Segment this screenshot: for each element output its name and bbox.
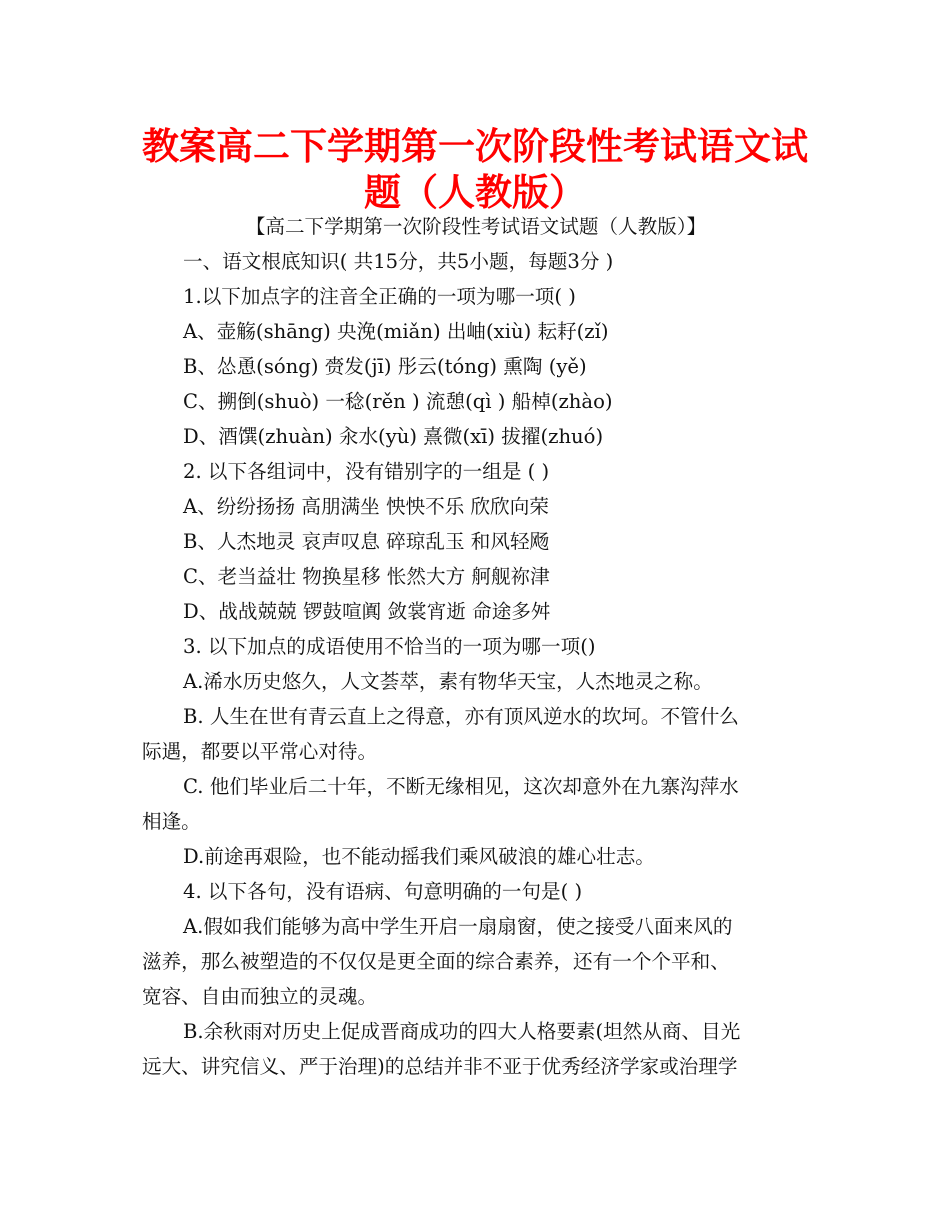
- text-line-q3-a: A.浠水历史悠久，人文荟萃，素有物华天宝，人杰地灵之称。: [183, 670, 713, 693]
- text-line-q4-a2: 滋养，那么被塑造的不仅仅是更全面的综合素养，还有一个个平和、: [142, 950, 730, 973]
- text-line-q2: 2. 以下各组词中，没有错别字的一组是 ( ): [183, 460, 550, 483]
- text-line-q1-d: D、酒馔(zhuàn) 汆水(yù) 熹微(xī) 拔擢(zhuó): [183, 425, 604, 448]
- text-line-q2-a: A、纷纷扬扬 高朋满坐 怏怏不乐 欣欣向荣: [183, 495, 549, 518]
- document-title-line-1: 教案高二下学期第一次阶段性考试语文试: [142, 125, 808, 168]
- text-line-section-1: 一、语文根底知识( 共15分，共5小题，每题3分 ): [183, 250, 614, 273]
- text-line-q1-c: C、搠倒(shuò) 一稔(rěn ) 流憩(qì ) 船棹(zhào): [183, 390, 613, 413]
- text-line-q4-a1: A.假如我们能够为高中学生开启一扇扇窗，使之接受八面来风的: [183, 915, 733, 938]
- text-line-q3-b1: B. 人生在世有青云直上之得意，亦有顶风逆水的坎坷。不管什么: [183, 705, 739, 728]
- text-line-subtitle: 【高二下学期第一次阶段性考试语文试题（人教版）】: [245, 215, 707, 238]
- text-line-q1-b: B、怂恿(sóng) 赍发(jī) 彤云(tóng) 熏陶 (yě): [183, 355, 587, 378]
- document-body: [142, 209, 810, 1084]
- text-line-q3-b2: 际遇，都要以平常心对待。: [142, 740, 378, 763]
- text-line-q4-a3: 宽容、自由而独立的灵魂。: [142, 985, 378, 1008]
- text-line-q2-c: C、老当益壮 物换星移 怅然大方 舸舰祢津: [183, 565, 550, 588]
- text-line-q3: 3. 以下加点的成语使用不恰当的一项为哪一项(): [183, 635, 596, 658]
- text-line-q2-d: D、战战兢兢 锣鼓喧阗 敛裳宵逝 命途多舛: [183, 600, 551, 623]
- text-line-q3-c1: C. 他们毕业后二十年，不断无缘相见，这次却意外在九寨沟萍水: [183, 775, 739, 798]
- text-line-q4: 4. 以下各句，没有语病、句意明确的一句是( ): [183, 880, 583, 903]
- text-line-q1: 1.以下加点字的注音全正确的一项为哪一项( ): [183, 285, 576, 308]
- text-line-q3-c2: 相逢。: [142, 810, 201, 833]
- document-title-line-2: 题（人教版）: [364, 171, 586, 214]
- text-line-q4-b2: 远大、讲究信义、严于治理)的总结并非不亚于优秀经济学家或治理学: [142, 1055, 738, 1078]
- text-line-q4-b1: B.余秋雨对历史上促成晋商成功的四大人格要素(坦然从商、目光: [183, 1020, 741, 1043]
- text-line-q3-d: D.前途再艰险，也不能动摇我们乘风破浪的雄心壮志。: [183, 845, 655, 868]
- text-line-q2-b: B、人杰地灵 哀声叹息 碎琼乱玉 和风轻飏: [183, 530, 550, 553]
- text-line-q1-a: A、壶觞(shāng) 央浼(miǎn) 出岫(xiù) 耘耔(zǐ): [183, 320, 609, 343]
